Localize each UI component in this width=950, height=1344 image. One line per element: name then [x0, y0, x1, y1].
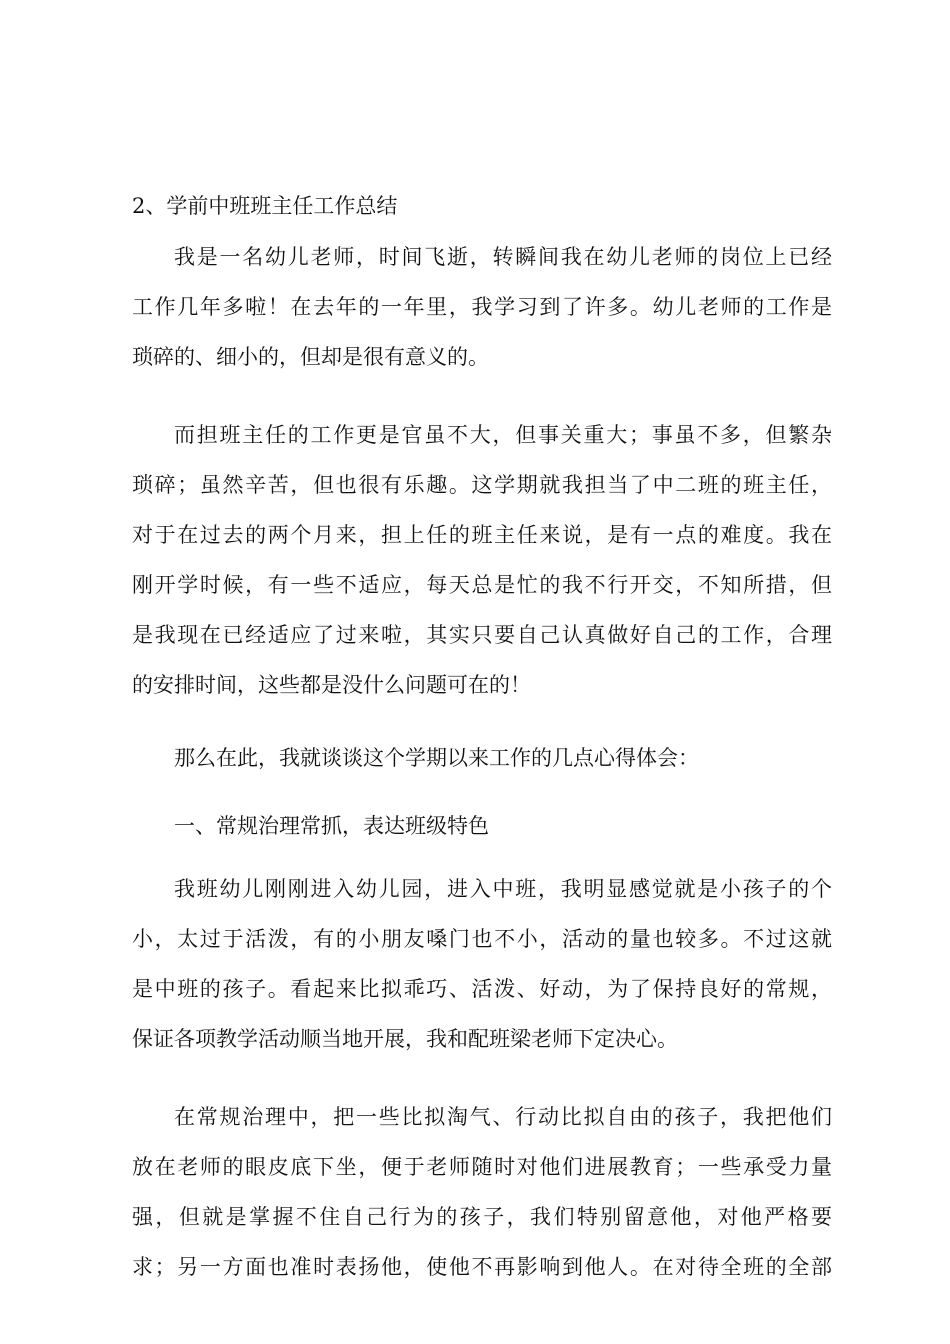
paragraph-2-line-5: 是我现在已经适应了过来啦，其实只要自己认真做好自己的工作，合理 — [132, 623, 832, 647]
paragraph-1-line-3: 琐碎的、细小的，但却是很有意义的。 — [132, 345, 489, 369]
paragraph-5-line-1: 在常规治理中，把一些比拟淘气、行动比拟自由的孩子，我把他们 — [174, 1105, 832, 1129]
paragraph-4-line-3: 是中班的孩子。看起来比拟乖巧、活泼、好动，为了保持良好的常规， — [132, 977, 832, 1001]
paragraph-5-line-4: 求；另一方面也准时表扬他，使他不再影响到他人。在对待全班的全部 — [132, 1255, 832, 1279]
paragraph-4-line-1: 我班幼儿刚刚进入幼儿园，进入中班，我明显感觉就是小孩子的个 — [174, 877, 832, 901]
paragraph-5-line-3: 强，但就是掌握不住自己行为的孩子，我们特别留意他，对他严格要 — [132, 1205, 832, 1229]
paragraph-1-line-1: 我是一名幼儿老师，时间飞逝，转瞬间我在幼儿老师的岗位上已经 — [174, 245, 832, 269]
section-heading: 2、学前中班班主任工作总结 — [132, 194, 398, 218]
paragraph-3-line-1: 那么在此，我就谈谈这个学期以来工作的几点心得体会： — [174, 746, 699, 770]
subheading-1: 一、常规治理常抓，表达班级特色 — [174, 814, 489, 838]
paragraph-1-line-2: 工作几年多啦！在去年的一年里，我学习到了许多。幼儿老师的工作是 — [132, 295, 832, 319]
paragraph-4-line-4: 保证各项教学活动顺当地开展，我和配班梁老师下定决心。 — [132, 1027, 678, 1051]
paragraph-4-line-2: 小，太过于活泼，有的小朋友嗓门也不小，活动的量也较多。不过这就 — [132, 927, 832, 951]
paragraph-5-line-2: 放在老师的眼皮底下坐，便于老师随时对他们进展教育；一些承受力量 — [132, 1155, 832, 1179]
paragraph-2-line-4: 刚开学时候，有一些不适应，每天总是忙的我不行开交，不知所措，但 — [132, 573, 832, 597]
paragraph-2-line-2: 琐碎；虽然辛苦，但也很有乐趣。这学期就我担当了中二班的班主任， — [132, 473, 832, 497]
paragraph-2-line-1: 而担班主任的工作更是官虽不大，但事关重大；事虽不多，但繁杂 — [174, 423, 832, 447]
paragraph-2-line-3: 对于在过去的两个月来，担上任的班主任来说，是有一点的难度。我在 — [132, 523, 832, 547]
paragraph-2-line-6: 的安排时间，这些都是没什么问题可在的！ — [132, 673, 531, 697]
